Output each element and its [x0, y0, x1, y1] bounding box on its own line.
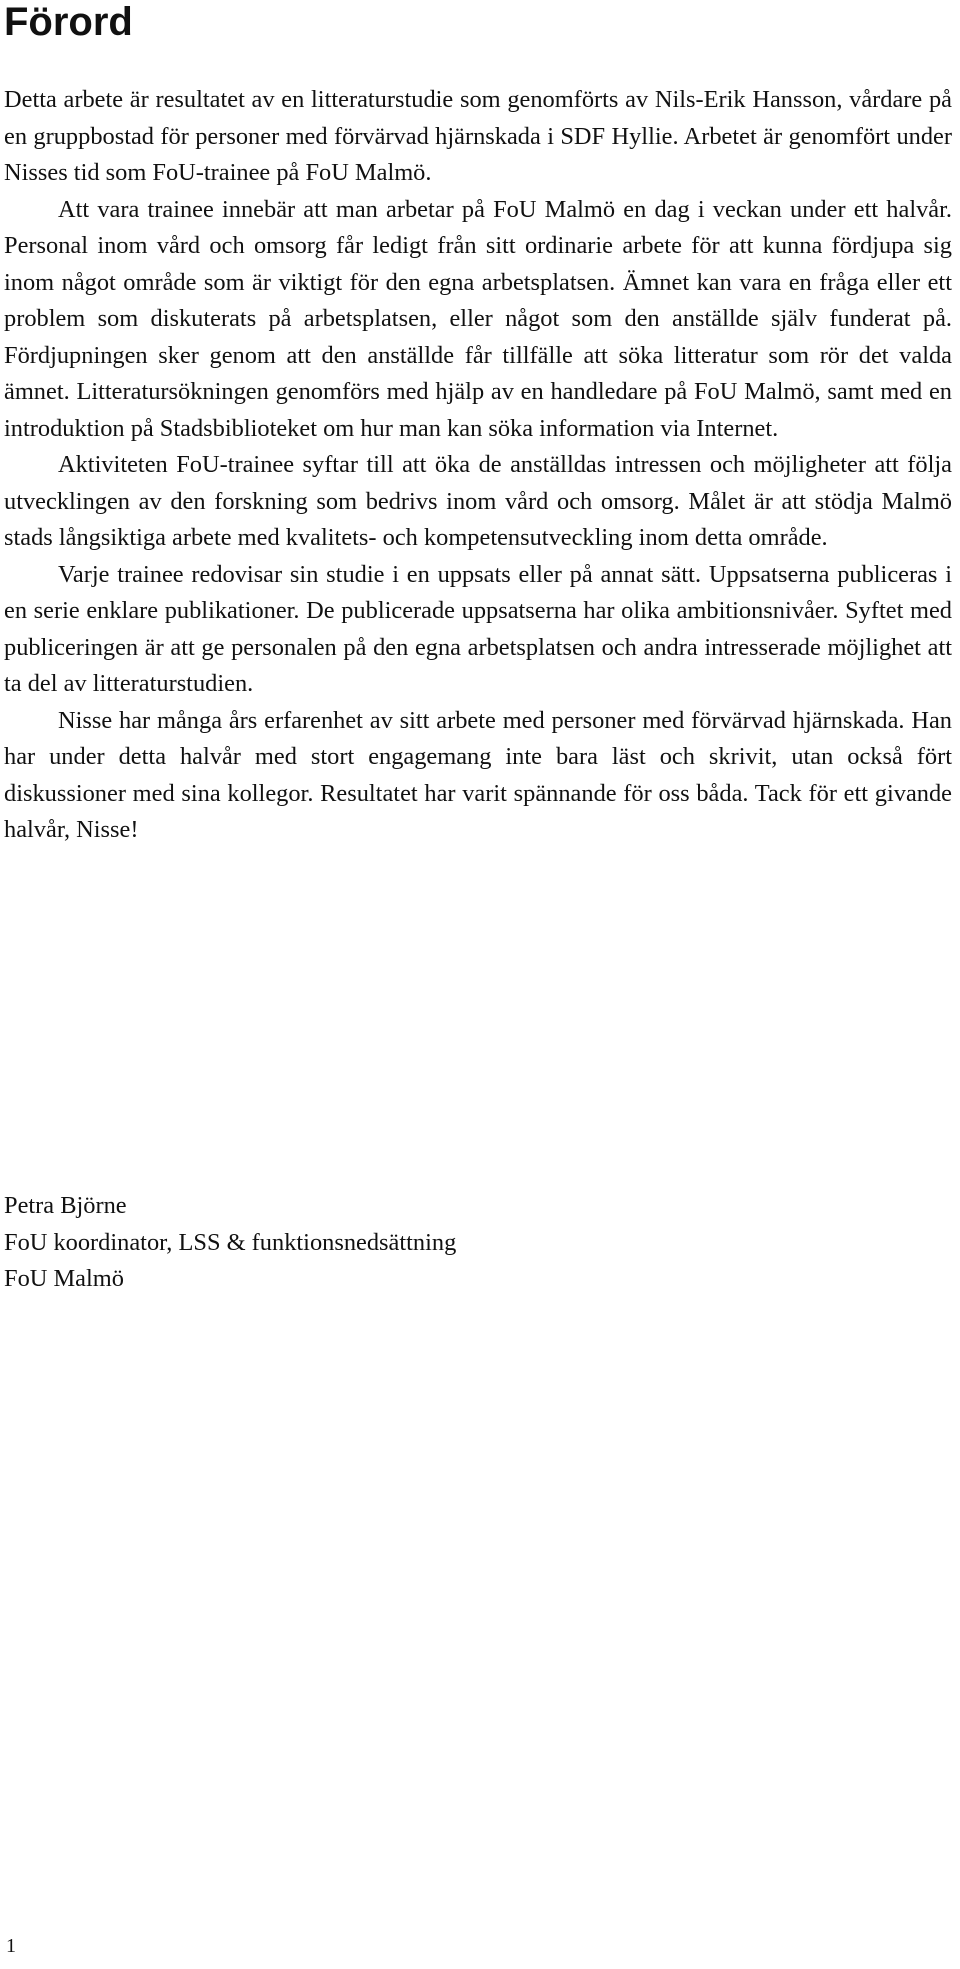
signature-name: Petra Björne: [4, 1192, 127, 1219]
paragraph-1: Detta arbete är resultatet av en litteraturstudie som genomförts av Nils-Erik Hansson, vårdare på en gruppbostad för personer med förvärvad hjärnskada i SDF Hyllie. Arbetet är genomfört under Nisses tid som FoU-trainee på FoU Malmö.: [4, 86, 952, 186]
signature-role: FoU koordinator, LSS & funktionsnedsättning: [4, 1228, 457, 1256]
paragraph-4: Varje trainee redovisar sin studie i en uppsats eller på annat sätt. Uppsatserna publiceras i en serie enklare publikationer. De publicerade uppsatserna har olika ambitionsnivåer. Syftet med publiceringen är att ge personalen på den egna arbetsplatsen och andra intresserade möjlighet att ta del av litteraturstudien.: [4, 560, 952, 697]
page-title: Förord: [4, 0, 133, 44]
page-number: 1: [6, 1935, 16, 1957]
signature-organization: FoU Malmö: [4, 1265, 124, 1292]
paragraph-2: Att vara trainee innebär att man arbetar på FoU Malmö en dag i veckan under ett halvår. Personal inom vård och omsorg får ledigt från sitt ordinarie arbete för att kunna fördjupa sig inom något område som är viktigt för den egna arbetsplatsen. Ämnet kan vara en fråga eller ett problem som diskuterats på arbetsplatsen, eller något som den anställde själv funderat på. Fördjupningen sker genom att den anställde får tillfälle att söka litteratur som rör det valda ämnet. Litteratursökningen genomförs med hjälp av en handledare på FoU Malmö, samt med en introduktion på Stadsbiblioteket om hur man kan söka information via Internet.: [4, 195, 952, 442]
signature-block: [4, 1188, 456, 1298]
foreword-body: [4, 82, 952, 849]
paragraph-3: Aktiviteten FoU-trainee syftar till att öka de anställdas intressen och möjligheter att följa utvecklingen av den forskning som bedrivs inom vård och omsorg. Målet är att stödja Malmö stads långsiktiga arbete med kvalitets- och kompetensutveckling inom detta område.: [4, 451, 952, 551]
paragraph-5: Nisse har många års erfarenhet av sitt arbete med personer med förvärvad hjärnskada. Han har under detta halvår med stort engagemang inte bara läst och skrivit, utan också fört diskussioner med sina kollegor. Resultatet har varit spännande för oss båda. Tack för ett givande halvår, Nisse!: [4, 706, 952, 843]
